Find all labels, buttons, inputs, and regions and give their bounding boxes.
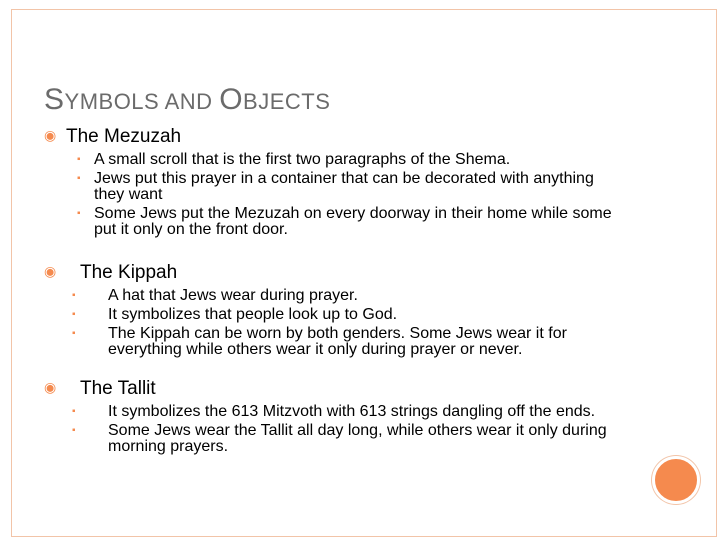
list-item-text: Jews put this prayer in a container that can be decorated with anything they want	[94, 170, 594, 203]
list-item-text: Some Jews wear the Tallit all day long, while others wear it only during morning prayers.	[108, 422, 607, 455]
list-item-text: Some Jews put the Mezuzah on every doorway in their home while some put it only on the front door.	[94, 205, 612, 238]
section-label-mezuzah: The Mezuzah	[66, 126, 182, 147]
list-item-text: A small scroll that is the first two paragraphs of the Shema.	[94, 151, 511, 168]
list-item-text: It symbolizes the 613 Mitzvoth with 613 strings dangling off the ends.	[108, 403, 596, 420]
section-kippah	[44, 262, 664, 361]
list-item	[44, 423, 624, 455]
list-item	[44, 307, 624, 323]
list-item-text: It symbolizes that people look up to God.	[108, 306, 398, 323]
section-mezuzah	[44, 126, 664, 241]
section-label-tallit: The Tallit	[80, 378, 156, 399]
section-heading	[44, 126, 664, 150]
list-item	[44, 206, 624, 238]
orange-ring-bullet-icon: ◉	[44, 127, 57, 143]
square-bullet-icon: ▪	[77, 154, 81, 165]
title-rest-1: YMBOLS AND	[64, 89, 213, 114]
square-bullet-icon: ▪	[77, 208, 81, 219]
list-item	[44, 171, 624, 203]
square-bullet-icon: ▪	[72, 290, 76, 301]
title-initial-2: O	[219, 83, 244, 116]
list-item	[44, 288, 624, 304]
square-bullet-icon: ▪	[72, 425, 76, 436]
list-item	[44, 326, 624, 358]
orange-ring-bullet-icon: ◉	[44, 379, 57, 395]
list-item-text: A hat that Jews wear during prayer.	[108, 287, 358, 304]
orange-ring-bullet-icon: ◉	[44, 263, 57, 279]
decorative-circle	[652, 456, 700, 504]
list-item-text: The Kippah can be worn by both genders. Some Jews wear it for everything while others wear it only during prayer or never.	[108, 325, 567, 358]
list-item	[44, 152, 624, 168]
square-bullet-icon: ▪	[77, 173, 81, 184]
title-rest-2: BJECTS	[243, 89, 331, 114]
list-item	[44, 404, 638, 420]
section-label-kippah: The Kippah	[80, 262, 178, 283]
square-bullet-icon: ▪	[72, 328, 76, 339]
section-tallit	[44, 378, 664, 458]
square-bullet-icon: ▪	[72, 309, 76, 320]
slide-title	[44, 80, 330, 117]
square-bullet-icon: ▪	[72, 406, 76, 417]
section-heading	[44, 262, 664, 286]
title-initial-1: S	[44, 83, 65, 116]
section-heading	[44, 378, 664, 402]
